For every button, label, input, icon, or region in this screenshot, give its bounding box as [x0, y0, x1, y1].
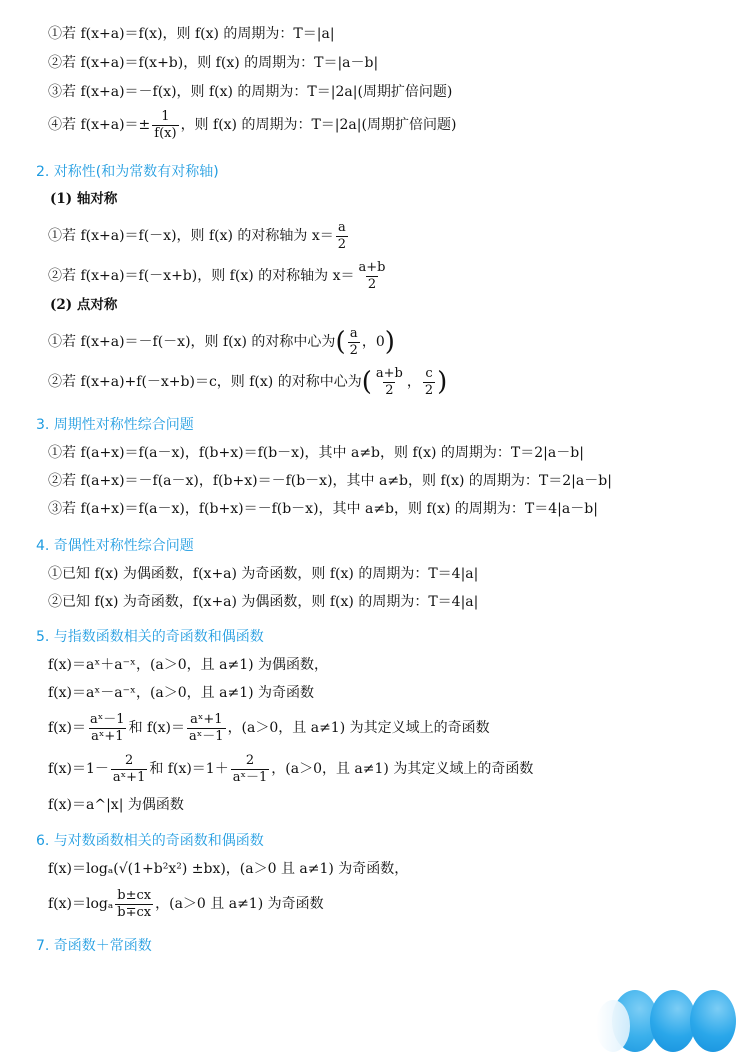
exp-rule-3-lead: f(x)＝: [48, 720, 87, 737]
section-title-exponential: 5. 与指数函数相关的奇函数和偶函数: [36, 629, 264, 645]
fraction: [88, 713, 127, 743]
fraction: [115, 889, 153, 919]
numerator: 2: [245, 753, 255, 768]
point-rule-1-tail: ，0: [361, 334, 385, 351]
parity-rule-1: ①已知 f(x) 为偶函数，f(x+a) 为奇函数，则 f(x) 的周期为：T＝4|a|: [48, 566, 479, 582]
fraction: [423, 367, 435, 397]
exp-rule-4-tail: ，(a＞0，且 a≠1) 为其定义域上的奇函数: [271, 761, 534, 778]
denominator: f(x): [154, 125, 177, 141]
numerator: a+b: [375, 366, 403, 381]
point-rule-1-text: ①若 f(x+a)＝－f(－x)，则 f(x) 的对称中心为: [48, 334, 336, 351]
numerator: a: [349, 326, 358, 341]
fraction: [231, 754, 270, 784]
decorative-circle: [690, 990, 736, 1052]
subsection-point-symmetry: (2) 点对称: [50, 297, 118, 313]
exp-rule-3-tail: ，(a＞0，且 a≠1) 为其定义域上的奇函数: [227, 720, 490, 737]
exp-rule-5: f(x)＝a^|x| 为偶函数: [48, 797, 184, 813]
exp-rule-1: f(x)＝aˣ＋a⁻ˣ，(a＞0，且 a≠1) 为偶函数，: [48, 657, 329, 673]
decorative-glow: [596, 1000, 630, 1052]
exp-rule-4-lead: f(x)＝1－: [48, 761, 109, 778]
axis-rule-2: [48, 261, 389, 291]
separator: ，: [406, 374, 421, 391]
section-title-period-symmetry: 3. 周期性对称性综合问题: [36, 417, 194, 433]
period-rule-1: ①若 f(x+a)＝f(x)，则 f(x) 的周期为：T＝|a|: [48, 26, 335, 42]
numerator: b±cx: [117, 888, 152, 903]
period-rule-2: ②若 f(x+a)＝f(x+b)，则 f(x) 的周期为：T＝|a－b|: [48, 55, 379, 71]
log-rule-2-tail: ，(a＞0 且 a≠1) 为奇函数: [155, 896, 324, 913]
left-paren-glyph: (: [361, 367, 372, 398]
rule-4-prefix: ④若 f(x+a)＝±: [48, 117, 151, 134]
combined-rule-3: ③若 f(a+x)＝f(a－x)，f(b+x)＝－f(b－x)，其中 a≠b，则 f(x) 的周期为：T＝4|a－b|: [48, 501, 598, 517]
denominator: 2: [367, 276, 377, 292]
left-paren-glyph: (: [335, 327, 346, 358]
log-rule-1: f(x)＝logₐ(√(1+b²x²) ±bx)，(a＞0 且 a≠1) 为奇函数，: [48, 861, 409, 877]
point-rule-2-text: ②若 f(x+a)+f(－x+b)＝c，则 f(x) 的对称中心为: [48, 374, 362, 391]
exp-rule-3-mid: 和 f(x)＝: [128, 720, 186, 737]
denominator: aˣ+1: [112, 769, 146, 785]
denominator: 2: [424, 382, 434, 398]
fraction: [336, 221, 348, 251]
numerator: aˣ+1: [190, 712, 223, 727]
rule-4-suffix: ，则 f(x) 的周期为：T＝|2a|(周期扩倍问题): [180, 117, 457, 134]
exp-rule-4: [48, 754, 533, 784]
fraction: [356, 261, 387, 291]
fraction: [152, 110, 178, 140]
exp-rule-2: f(x)＝aˣ－a⁻ˣ，(a＞0，且 a≠1) 为奇函数: [48, 685, 315, 701]
section-title-odd-plus-constant: 7. 奇函数＋常函数: [36, 938, 152, 954]
axis-rule-2-text: ②若 f(x+a)＝f(－x+b)，则 f(x) 的对称轴为 x＝: [48, 268, 355, 285]
numerator: 2: [125, 753, 134, 768]
numerator: aˣ－1: [90, 712, 125, 727]
axis-rule-1: [48, 221, 350, 251]
parity-rule-2: ②已知 f(x) 为奇函数，f(x+a) 为偶函数，则 f(x) 的周期为：T＝4|a|: [48, 594, 479, 610]
denominator: 2: [337, 236, 347, 252]
subsection-axis-symmetry: (1) 轴对称: [50, 191, 118, 207]
point-rule-2: [48, 367, 447, 397]
numerator: c: [425, 366, 433, 381]
section-title-parity-symmetry: 4. 奇偶性对称性综合问题: [36, 538, 194, 554]
fraction: [348, 327, 360, 357]
combined-rule-1: ①若 f(a+x)＝f(a－x)，f(b+x)＝f(b－x)，其中 a≠b，则 f(x) 的周期为：T＝2|a－b|: [48, 445, 584, 461]
section-title-symmetry: 2. 对称性(和为常数有对称轴): [36, 164, 219, 180]
right-paren-glyph: ): [384, 327, 395, 358]
fraction: [187, 713, 226, 743]
denominator: aˣ－1: [232, 769, 268, 785]
exp-rule-4-mid: 和 f(x)＝1＋: [149, 761, 229, 778]
denominator: aˣ+1: [91, 728, 124, 744]
period-rule-3: ③若 f(x+a)＝－f(x)，则 f(x) 的周期为：T＝|2a|(周期扩倍问题): [48, 84, 453, 100]
denominator: 2: [349, 342, 358, 358]
exp-rule-3: [48, 713, 490, 743]
section-title-logarithmic: 6. 与对数函数相关的奇函数和偶函数: [36, 833, 264, 849]
point-rule-1: [48, 327, 395, 357]
axis-rule-1-text: ①若 f(x+a)＝f(－x)，则 f(x) 的对称轴为 x＝: [48, 228, 334, 245]
fraction: [111, 754, 147, 784]
log-rule-2: [48, 889, 324, 919]
log-rule-2-lead: f(x)＝logₐ: [48, 896, 114, 913]
fraction: [374, 367, 405, 397]
denominator: aˣ－1: [189, 728, 224, 744]
period-rule-4: [48, 110, 456, 140]
numerator: a: [338, 220, 346, 235]
denominator: 2: [385, 382, 394, 398]
denominator: b∓cx: [117, 904, 152, 920]
combined-rule-2: ②若 f(a+x)＝－f(a－x)，f(b+x)＝－f(b－x)，其中 a≠b，则 f(x) 的周期为：T＝2|a－b|: [48, 473, 612, 489]
numerator: 1: [161, 109, 170, 124]
right-paren-glyph: ): [437, 367, 448, 398]
numerator: a+b: [358, 260, 386, 275]
